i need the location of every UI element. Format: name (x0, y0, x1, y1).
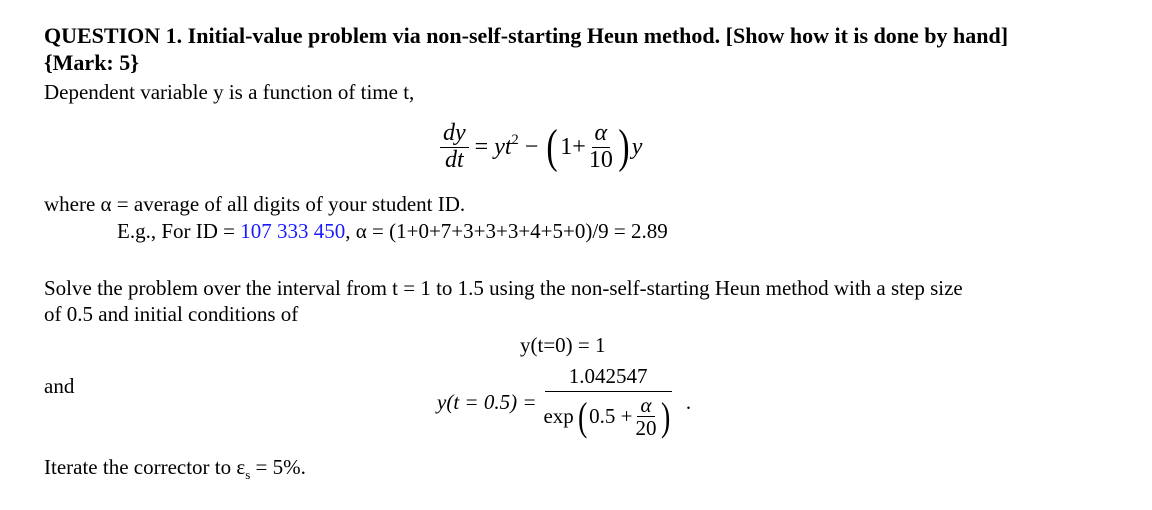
example-prefix: E.g., For ID = (117, 219, 241, 243)
iterate-suffix: = 5%. (250, 455, 306, 479)
yt-term: yt (494, 133, 512, 160)
alpha-over-ten (586, 121, 616, 172)
alpha-over-twenty (632, 394, 659, 439)
exp-left-paren: ( (577, 393, 588, 439)
period: . (685, 389, 692, 414)
one-plus: 1+ (560, 133, 586, 160)
solve-line-1: Solve the problem over the interval from t = 1 to 1.5 using the non-self-starting Heun method with a step size (44, 276, 963, 300)
example-student-id: 107 333 450 (240, 219, 346, 243)
twenty-denominator: 20 (635, 416, 657, 441)
derivative-numerator: dy (440, 121, 469, 147)
right-paren: ) (618, 120, 630, 173)
equals-sign: = (474, 133, 489, 160)
question-title: QUESTION 1. Initial-value problem via non-self-starting Heun method. [Show how it is done by hand] (44, 23, 1009, 48)
minus-sign: − (524, 133, 539, 160)
solve-line-2: of 0.5 and initial conditions of (44, 302, 299, 326)
y-half-denominator (540, 392, 675, 439)
iterate-instruction (44, 455, 306, 487)
alpha-symbol-2: α (637, 394, 654, 417)
initial-condition-y0: y(t=0) = 1 (520, 333, 606, 357)
epsilon-subscript: s (245, 467, 251, 483)
yt-exponent: 2 (511, 131, 519, 148)
y-half-fraction (540, 365, 675, 439)
y-half-numerator: 1.042547 (545, 365, 672, 392)
exp-function: exp (543, 404, 574, 429)
point-five-plus: 0.5 + (589, 404, 633, 429)
y-half-lhs: y(t = 0.5) = (437, 389, 537, 414)
derivative-fraction (440, 121, 469, 172)
trailing-y: y (631, 133, 643, 160)
ten-denominator: 10 (588, 146, 613, 173)
initial-condition-y-half (437, 357, 691, 447)
left-paren: ( (546, 120, 558, 173)
question-mark: {Mark: 5} (44, 50, 139, 75)
alpha-symbol: α (592, 121, 611, 147)
iterate-prefix: Iterate the corrector to ε (44, 455, 246, 479)
example-computation: , α = (1+0+7+3+3+3+4+5+0)/9 = 2.89 (345, 219, 668, 243)
alpha-definition: where α = average of all digits of your student ID. (44, 192, 466, 216)
derivative-denominator: dt (444, 146, 464, 173)
intro-text: Dependent variable y is a function of time t, (44, 80, 415, 104)
exp-right-paren: ) (661, 393, 671, 439)
ode-equation (440, 112, 642, 182)
and-label: and (44, 374, 75, 398)
alpha-example (117, 219, 668, 243)
